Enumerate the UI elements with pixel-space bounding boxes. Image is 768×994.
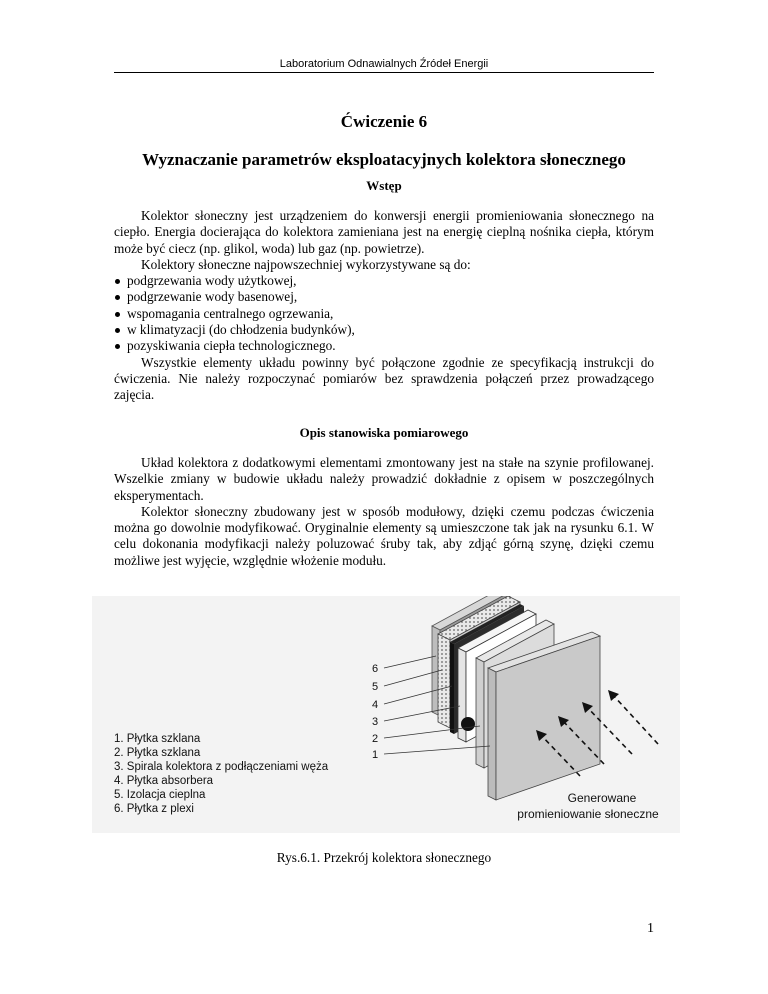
- callout-1: 1: [372, 749, 379, 761]
- legend-item: 6. Płytka z plexi: [114, 803, 194, 815]
- callout-4: 4: [372, 699, 379, 711]
- collector-diagram: [92, 596, 680, 833]
- legend-item: 2. Płytka szklana: [114, 747, 201, 759]
- page-number: 1: [647, 921, 654, 936]
- callout-5: 5: [372, 681, 379, 693]
- collector-cross-section-figure: [92, 596, 680, 833]
- radiation-label-line2: promieniowanie słoneczne: [517, 807, 659, 821]
- paragraph: Kolektory słoneczne najpowszechniej wykorzystywane są do:: [141, 256, 471, 272]
- running-head: Laboratorium Odnawialnych Źródeł Energii: [279, 58, 489, 70]
- radiation-label-line1: Generowane: [567, 791, 637, 805]
- legend-item: 5. Izolacja cieplna: [114, 789, 206, 801]
- callout-3: 3: [372, 716, 379, 728]
- intro-section: [114, 208, 654, 404]
- paragraph: Kolektor słoneczny jest urządzeniem do konwersji energii promieniowania słonecznego na ciepło. Energia docierająca do kolektora zamieniana jest na energię cieplną nośnika ciepła, którym może być ciecz (np. glikol, woda) lub gaz (np. powietrze).: [114, 208, 654, 256]
- document-subtitle: Wyznaczanie parametrów eksploatacyjnych kolektora słonecznego: [142, 150, 626, 169]
- header-rule: [114, 72, 654, 73]
- callout-6: 6: [372, 663, 379, 675]
- legend-item: 3. Spirala kolektora z podłączeniami węża: [114, 761, 329, 773]
- list-item: w klimatyzacji (do chłodzenia budynków),: [114, 322, 654, 338]
- section-heading-intro: Wstęp: [366, 178, 402, 193]
- callout-2: 2: [372, 733, 379, 745]
- figure-caption: Rys.6.1. Przekrój kolektora słonecznego: [276, 850, 492, 865]
- hose-connector: [461, 717, 475, 731]
- exercise-title: Ćwiczenie 6: [340, 112, 428, 131]
- list-item: wspomagania centralnego ogrzewania,: [114, 306, 654, 322]
- paragraph: Wszystkie elementy układu powinny być połączone zgodnie ze specyfikacją instrukcji do ćwiczenia. Nie należy rozpoczynać pomiarów bez sprawdzenia połączeń przez prowadzącego zajęcia.: [114, 354, 654, 403]
- setup-section: [114, 455, 654, 569]
- paragraph: Kolektor słoneczny zbudowany jest w sposób modułowy, dzięki czemu podczas ćwiczenia można go dowolnie modyfikować. Oryginalnie elementy są umieszczone tak jak na rysunku 6.1. W celu dokonania modyfikacji należy poluzować śruby tak, aby zdjąć górną szynę, dzięki czemu możliwe jest wyjęcie, względnie włożenie modułu.: [114, 503, 654, 568]
- list-item: pozyskiwania ciepła technologicznego.: [114, 338, 654, 354]
- legend-item: 4. Płytka absorbera: [114, 775, 214, 787]
- legend-item: 1. Płytka szklana: [114, 733, 201, 745]
- paragraph: Układ kolektora z dodatkowymi elementami zmontowany jest na stałe na szynie profilowanej. Wszelkie zmiany w budowie układu należy prowadzić dokładnie z opisem w poszczególnych eksperymentach.: [114, 455, 654, 503]
- section-heading-setup: Opis stanowiska pomiarowego: [299, 425, 469, 440]
- list-item: podgrzewanie wody basenowej,: [114, 289, 654, 305]
- list-item: podgrzewania wody użytkowej,: [114, 273, 654, 289]
- usage-list: [114, 273, 654, 354]
